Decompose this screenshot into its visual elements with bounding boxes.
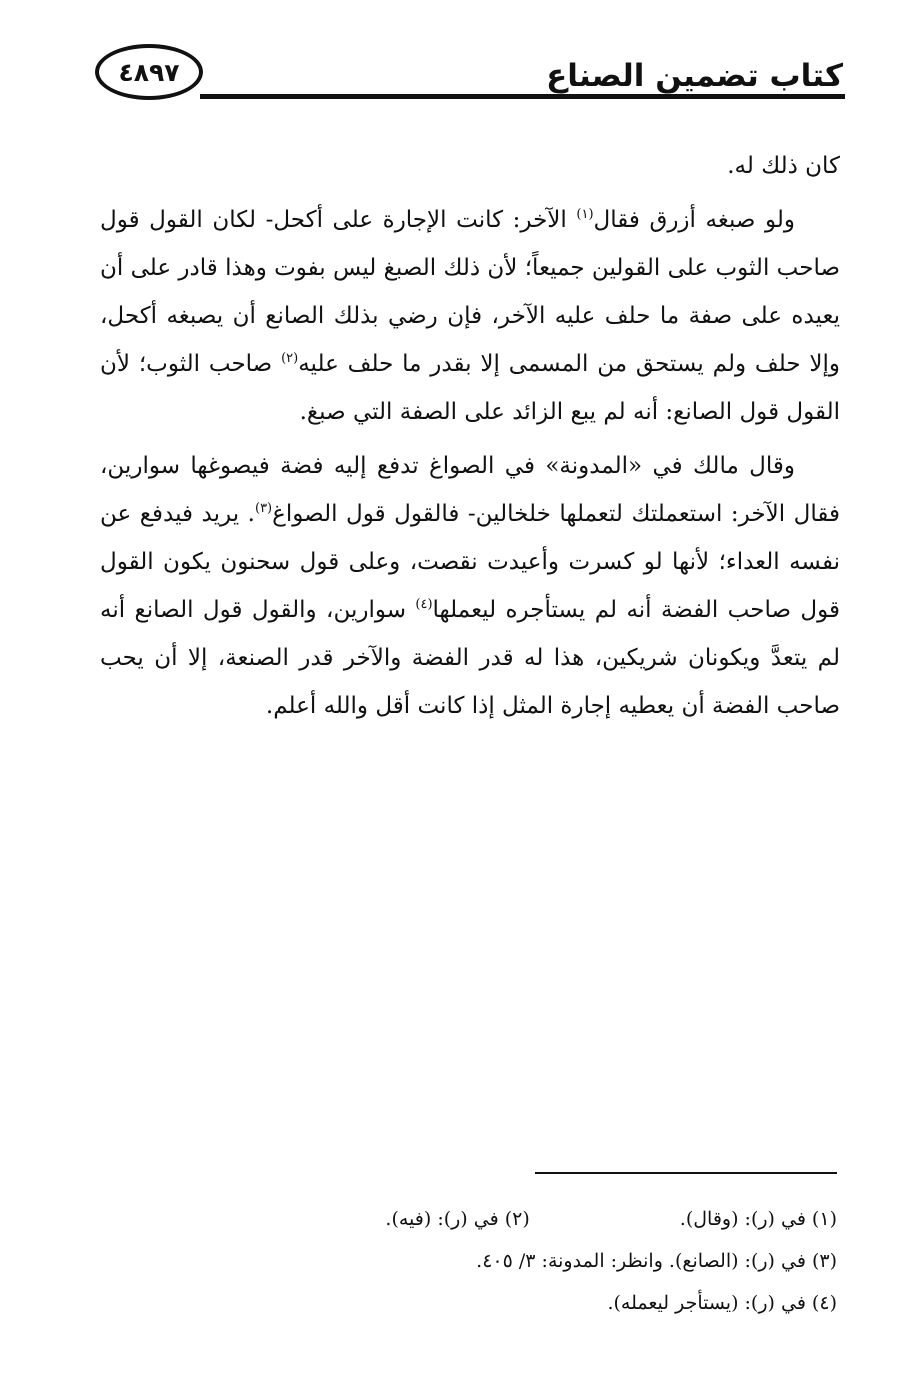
paragraph-3 bbox=[100, 442, 840, 730]
footnote-ref-4[interactable]: (٤) bbox=[415, 597, 433, 612]
footnote-ref-3[interactable]: (٣) bbox=[254, 501, 273, 516]
book-title: كتاب تضمين الصناع bbox=[546, 58, 843, 94]
footnotes bbox=[180, 1198, 837, 1324]
paragraph-1 bbox=[100, 142, 840, 190]
page-number: ٤٨٩٧ bbox=[118, 57, 180, 87]
main-text bbox=[100, 142, 840, 736]
paragraph-2-part-b: الآخر: كانت الإجارة على أكحل- لكان القول قول صاحب الثوب على القولين جميعاً؛ لأن ذلك الصبغ ليس بفوت وهذا قادر على أن يعيده على صفة ما حلف عليه الآخر، فإن رضي بذلك الصانع أن يصبغه أكحل، وإلا حلف ولم يستحق من المسمى إلا بقدر ما حلف عليه bbox=[100, 207, 840, 377]
footnote-divider bbox=[535, 1172, 837, 1174]
paragraph-2 bbox=[100, 196, 840, 436]
paragraph-1-text: كان ذلك له. bbox=[727, 153, 840, 179]
header-rule bbox=[200, 94, 845, 99]
page-header bbox=[95, 38, 845, 108]
paragraph-2-part-a: ولو صبغه أزرق فقال bbox=[593, 207, 795, 233]
paragraph-3-part-c: سوارين، والقول قول الصانع أنه لم يتعدَّ ويكونان شريكين، هذا له قدر الفضة والآخر قدر الصنعة، إلا أن يحب صاحب الفضة أن يعطيه إجارة المثل إذا كانت أقل والله أعلم. bbox=[100, 597, 840, 719]
paragraph-2-part-c: صاحب الثوب؛ لأن القول قول الصانع: أنه لم يبع الزائد على الصفة التي صبغ. bbox=[100, 351, 840, 425]
footnote-4: (٤) في (ر): (يستأجر ليعمله). bbox=[607, 1292, 837, 1314]
footnote-row-1 bbox=[180, 1198, 837, 1240]
paragraph-3-part-a: وقال مالك في «المدونة» في الصواغ تدفع إليه فضة فيصوغها سوارين، فقال الآخر: استعملتك لتعملها خلخالين- فالقول قول الصواغ bbox=[100, 453, 840, 527]
paragraph-3-part-b: . يريد فيدفع عن نفسه العداء؛ لأنها لو كسرت وأعيدت نقصت، وعلى قول سحنون يكون القول قول صاحب الفضة أنه لم يستأجره ليعملها bbox=[100, 501, 840, 623]
footnote-1: (١) في (ر): (وقال). bbox=[679, 1208, 837, 1230]
footnote-row-3 bbox=[180, 1282, 837, 1324]
footnote-ref-2[interactable]: (٢) bbox=[281, 351, 299, 366]
footnote-ref-1[interactable]: (١) bbox=[576, 207, 594, 222]
footnote-3: (٣) في (ر): (الصانع). وانظر: المدونة: ٣/ ٤٠٥. bbox=[476, 1250, 837, 1272]
footnote-2: (٢) في (ر): (فيه). bbox=[385, 1208, 530, 1230]
footnote-row-2 bbox=[180, 1240, 837, 1282]
page-number-badge bbox=[95, 44, 203, 100]
